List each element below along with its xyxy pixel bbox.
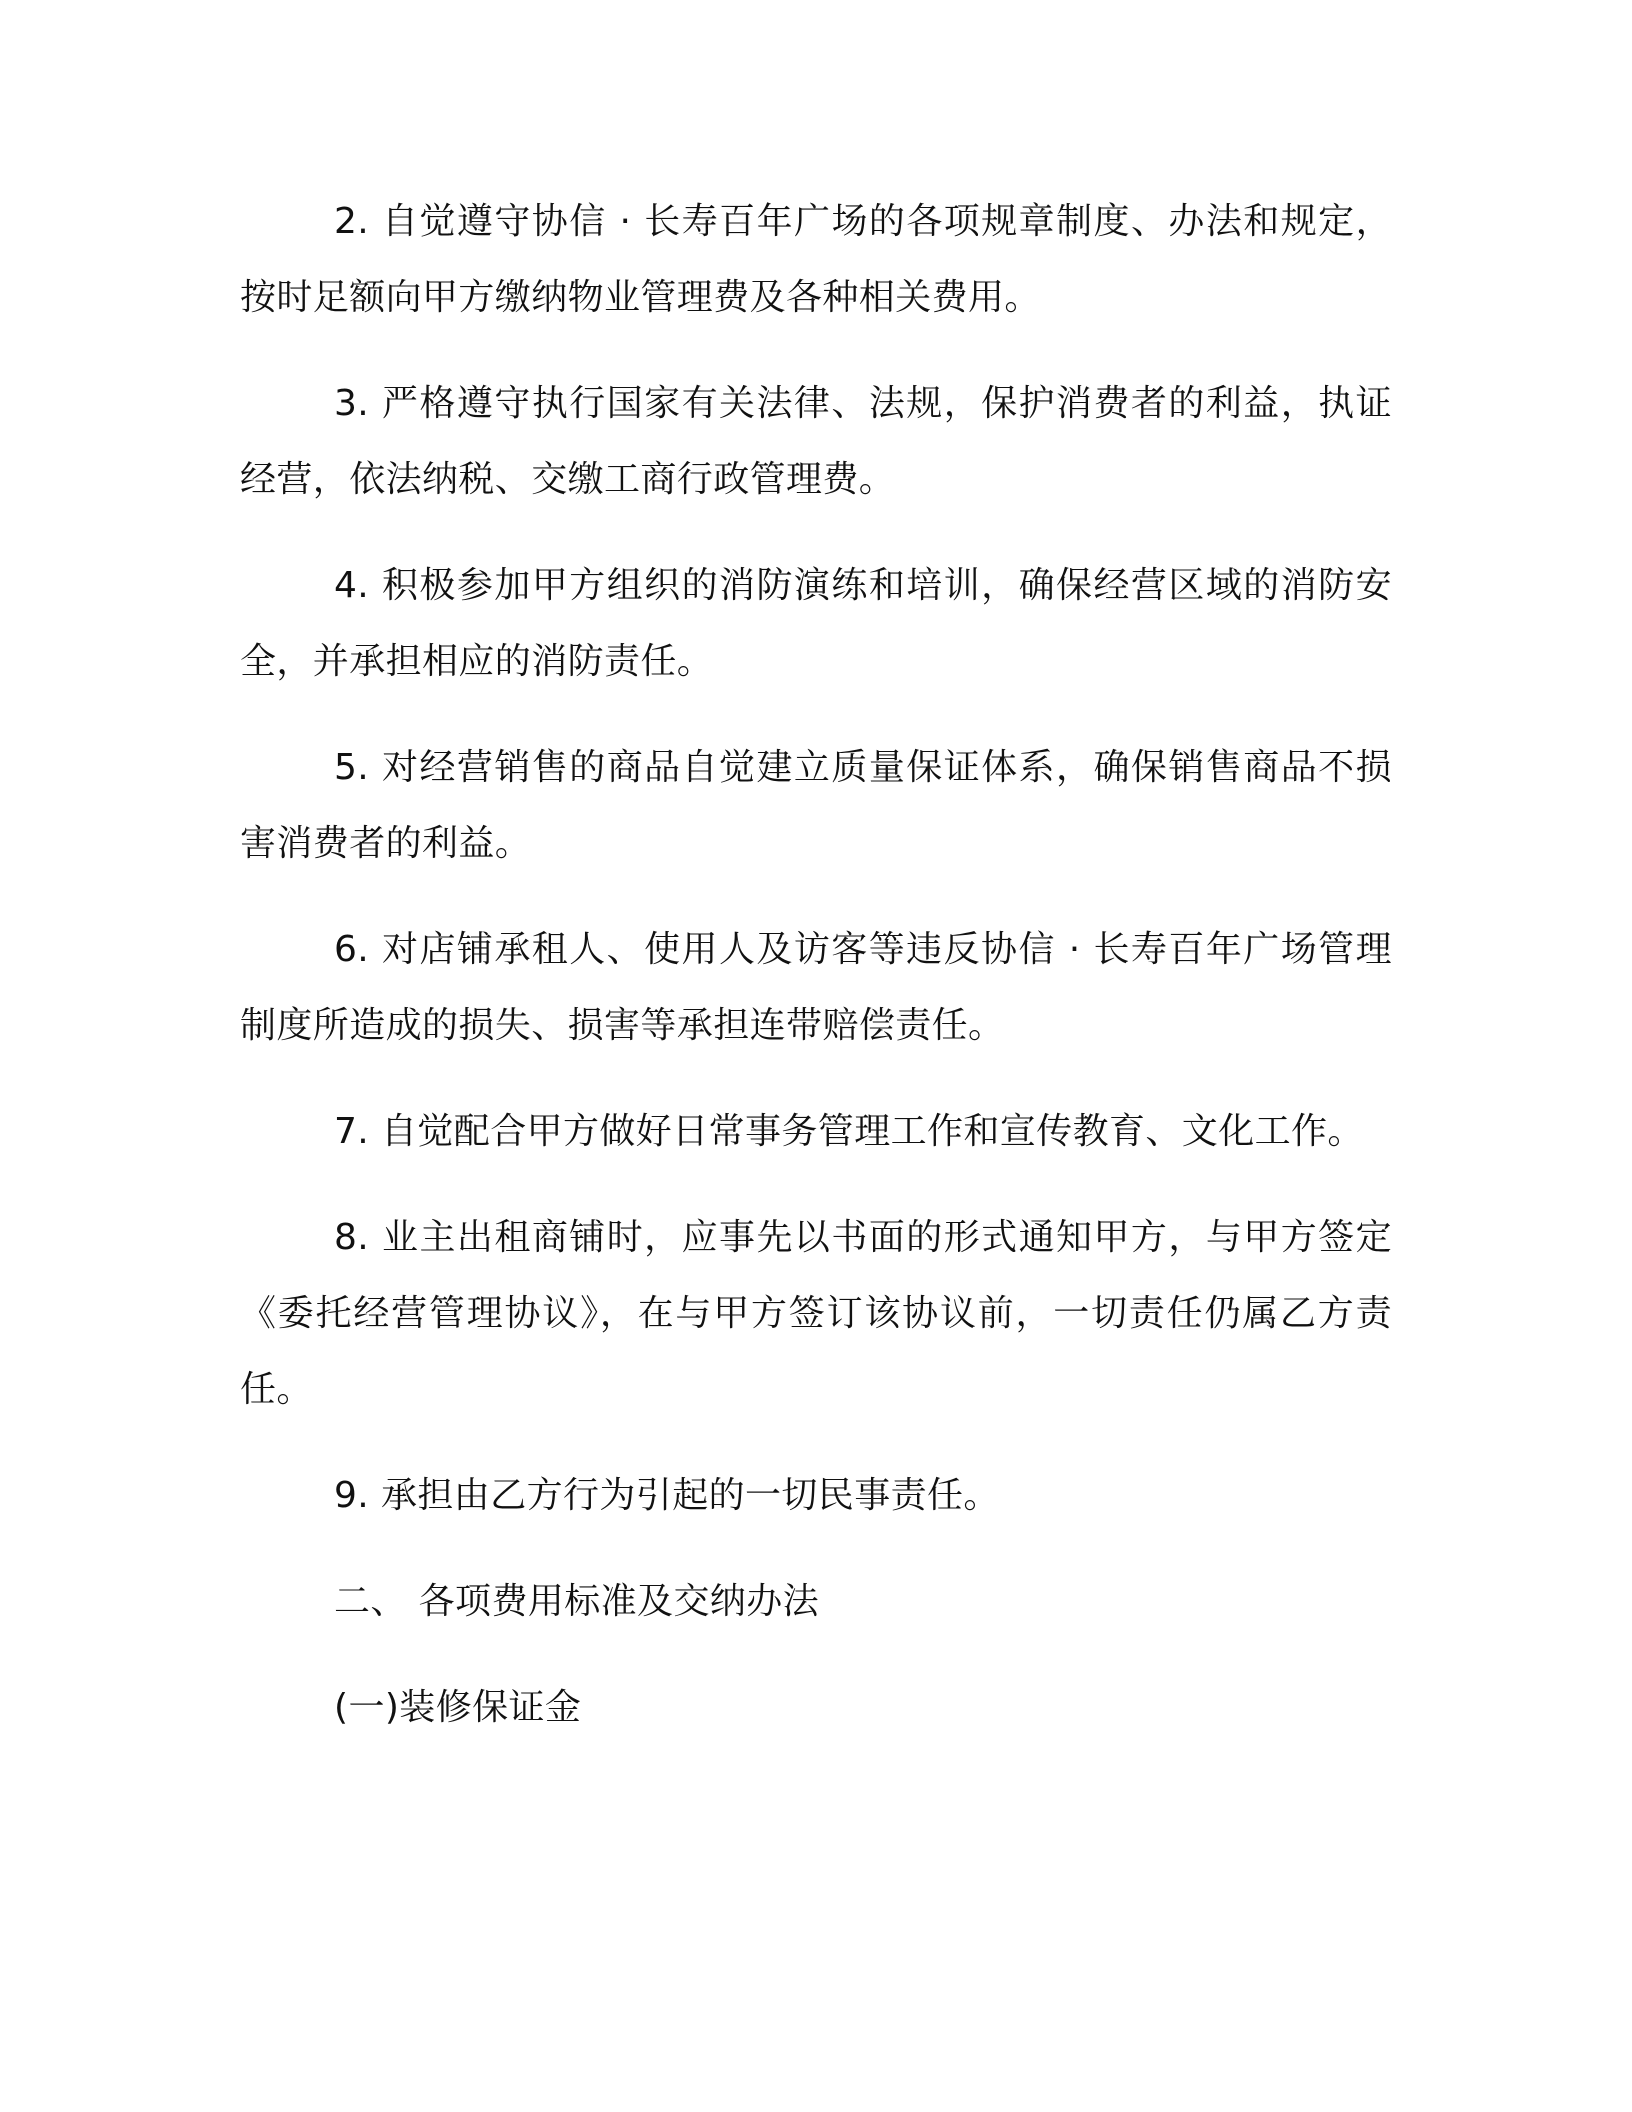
section-heading: 二、 各项费用标准及交纳办法 [334,1581,820,1622]
clause-2: 2. 自觉遵守协信 · 长寿百年广场的各项规章制度、办法和规定，按时足额向甲方缴纳物业管理费及各种相关费用。 [240,201,1392,318]
subsection-heading: (一)装修保证金 [334,1687,582,1728]
clause-7: 7. 自觉配合甲方做好日常事务管理工作和宣传教育、文化工作。 [334,1111,1364,1152]
clause-8: 8. 业主出租商铺时，应事先以书面的形式通知甲方，与甲方签定《委托经营管理协议》，在与甲方签订该协议前，一切责任仍属乙方责任。 [240,1217,1392,1410]
clause-6: 6. 对店铺承租人、使用人及访客等违反协信 · 长寿百年广场管理制度所造成的损失、损害等承担连带赔偿责任。 [240,929,1392,1046]
clause-9: 9. 承担由乙方行为引起的一切民事责任。 [334,1475,1000,1516]
clause-3: 3. 严格遵守执行国家有关法律、法规，保护消费者的利益，执证经营，依法纳税、交缴工商行政管理费。 [240,383,1392,500]
clause-5: 5. 对经营销售的商品自觉建立质量保证体系，确保销售商品不损害消费者的利益。 [240,747,1392,864]
clause-4: 4. 积极参加甲方组织的消防演练和培训，确保经营区域的消防安全，并承担相应的消防责任。 [240,565,1392,682]
